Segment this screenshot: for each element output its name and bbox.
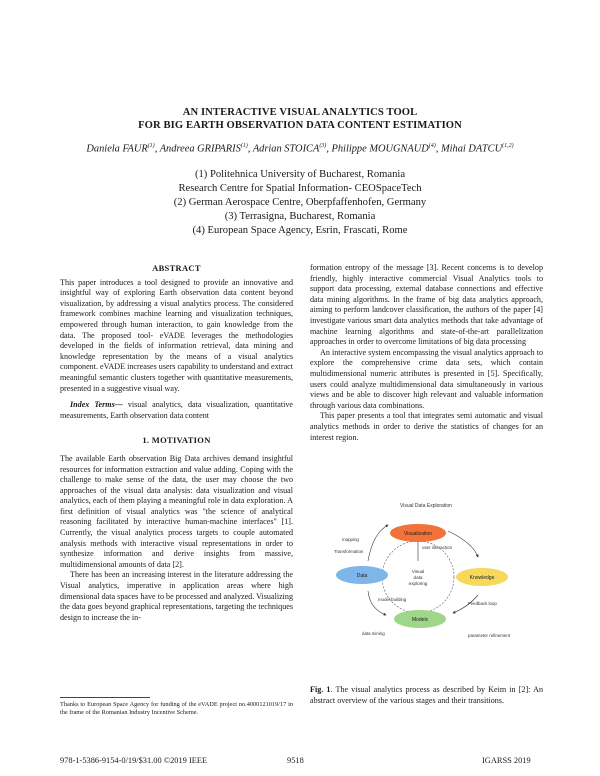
right-paragraph-1: formation entropy of the message [3]. Recent concerns is to develop friendly, highly interactive commercial Visual Analytics tools to support data processing, external database connections and effective data mining algorithms. In the frame of big data analytics approach, aiming to perform landcover classification, the authors of the paper [4] investigate various smart data analytics methods that take advantage of machine learning algorithms and state-of-the-art parallelization approaches in order to overcome limitations of big data processing (310, 263, 543, 347)
affiliation-line: (3) Terrasigna, Bucharest, Romania (224, 211, 376, 222)
author-name: Philippe MOUGNAUD (331, 143, 429, 155)
edge-label-parameter-refinement: parameter refinement (468, 633, 510, 638)
index-terms (60, 400, 293, 421)
center-label-exploring: exploring (408, 581, 428, 586)
edge-label-model-building: model building (378, 597, 407, 602)
affiliation-line: Research Centre for Spatial Information- CEOSpaceTech (178, 183, 422, 194)
author-name: Daniela FAUR (86, 143, 148, 155)
paper-title-line-2: FOR BIG EARTH OBSERVATION DATA CONTENT ESTIMATION (138, 120, 462, 131)
left-column (60, 263, 293, 623)
paper-title-line-1: AN INTERACTIVE VISUAL ANALYTICS TOOL (182, 107, 418, 118)
center-label-data: data (413, 575, 423, 580)
node-label-models: Models (411, 617, 429, 623)
author-list: Daniela FAUR$^{(1)}$, Andreea GRIPARIS$^{(1)}$, Adrian STOICA$^{(3)}$, Philippe MOUGNAUD$^{(4)}$, Mihai DATCU$^{(1,2)}$ (86, 143, 514, 155)
figure-caption (310, 685, 543, 706)
footnote-rule (60, 697, 150, 698)
motivation-paragraph-2: There has been an increasing interest in the literature addressing the Visual analytics, imperative in application areas where high dimensional data spaces have to be processed and analyzed. Visualizing the data goes beyond graphical representations, targeting the techniques design to increase the in- (60, 570, 293, 622)
edge-label-mapping: mapping (342, 537, 359, 542)
motivation-paragraph-1: The available Earth observation Big Data archives demand insightful resources for information extraction and value adding. Coping with the challenge to make sense of the data, the user may choose the two approaches of the visual data analysis: data visualization and visual analytics, each of them playing a meaningful role in data exploration. A first definition of visual analytics was "the science of analytical reasoning facilitated by interactive human-machine interfaces" [1]. Currently, the visual analytics process targets to couple automated analysis methods with interactive visual representations in order to synthesize information and derive insights from massive, multidimensional amounts of data [2]. (60, 453, 293, 569)
caption-text: . The visual analytics process as described by Keim in [2]: An abstract overview of the various stages and their transitions. (310, 685, 543, 705)
edge-label-user-interaction: user interaction (422, 545, 453, 550)
edge-label-data-mining: data mining (362, 631, 385, 636)
author-name: Adrian STOICA (252, 143, 320, 155)
center-label-visual: Visual (411, 569, 425, 574)
section-heading-motivation: 1. MOTIVATION (142, 435, 211, 446)
footer-page-number: 9518 (287, 756, 304, 765)
abstract-text: This paper introduces a tool designed to provide an innovative and insightful way of exploring Earth observation data content beyond visualization, by addressing a visual analytics process. The considered framework combines machine learning and visualization techniques, empowered through human interaction, to gain knowledge from the data. The proposed tool- eVADE leverages the methodologies developed in the fields of information retrieval, data mining and knowledge representation by the means of a visual analytics component. eVADE increases users capability to understand and extract meaningful semantic clusters together with quantitative measurements, presented in a suggestive visual way. (60, 277, 293, 393)
index-terms-label: Index Terms— (70, 400, 123, 410)
affiliation-line: (1) Politehnica University of Bucharest, Romania (194, 169, 406, 180)
author-affiliation-mark: (1) (240, 143, 248, 149)
author-affiliation-mark: (1,2) (502, 143, 514, 149)
author-affiliation-mark: (4) (428, 143, 436, 149)
diagram-title: Visual Data Exploration (400, 503, 452, 509)
edge-label-feedback-loop: Feedback loop (468, 601, 497, 606)
edge-vis-knowledge (448, 531, 478, 557)
abstract-heading: ABSTRACT (152, 263, 201, 273)
index-terms-text: visual analytics, data visualization, quantitative measurements, Earth observation data content (60, 400, 294, 420)
affiliation-list (0, 168, 600, 238)
footer-isbn: 978-1-5386-9154-0/19/$31.00 ©2019 IEEE (60, 756, 208, 765)
right-column (310, 263, 543, 443)
caption-label: Fig. 1 (310, 685, 331, 694)
affiliation-line: (4) European Space Agency, Esrin, Frascati, Rome (192, 225, 408, 236)
author-name: Andreea GRIPARIS (159, 143, 241, 155)
node-label-knowledge: Knowledge (469, 575, 495, 581)
right-paragraph-3: This paper presents a tool that integrates semi automatic and visual analytics methods in order to derive the statistics of changes for an interest region. (310, 411, 543, 442)
visual-analytics-diagram (318, 495, 538, 673)
edge-label-transformation: Transformation (334, 549, 364, 554)
node-label-visualization: Visualization (404, 531, 432, 537)
affiliation-line: (2) German Aerospace Centre, Oberpfaffenhofen, Germany (173, 197, 427, 208)
footnote: Thanks to European Space Agency for funding of the eVADE project no.4000121019/17 in the frame of the Romanian Industry Incentive Scheme. (60, 701, 293, 716)
author-affiliation-mark: (3) (319, 143, 327, 149)
author-affiliation-mark: (1) (147, 143, 155, 149)
node-label-data: Data (356, 573, 368, 579)
edge-data-models (368, 591, 386, 615)
right-paragraph-2: An interactive system encompassing the visual analytics approach to explore the comprehensive crime data sets, which contain multidimensional numeric attributes is presented in [5]. Specifically, users could analyze multidimensional data simultaneously in various views and be able to discover high relevant and valuable information through various data combinations. (310, 347, 543, 410)
author-name: Mihai DATCU (440, 143, 503, 155)
edge-mapping (368, 525, 388, 561)
footer-conference: IGARSS 2019 (482, 756, 531, 765)
